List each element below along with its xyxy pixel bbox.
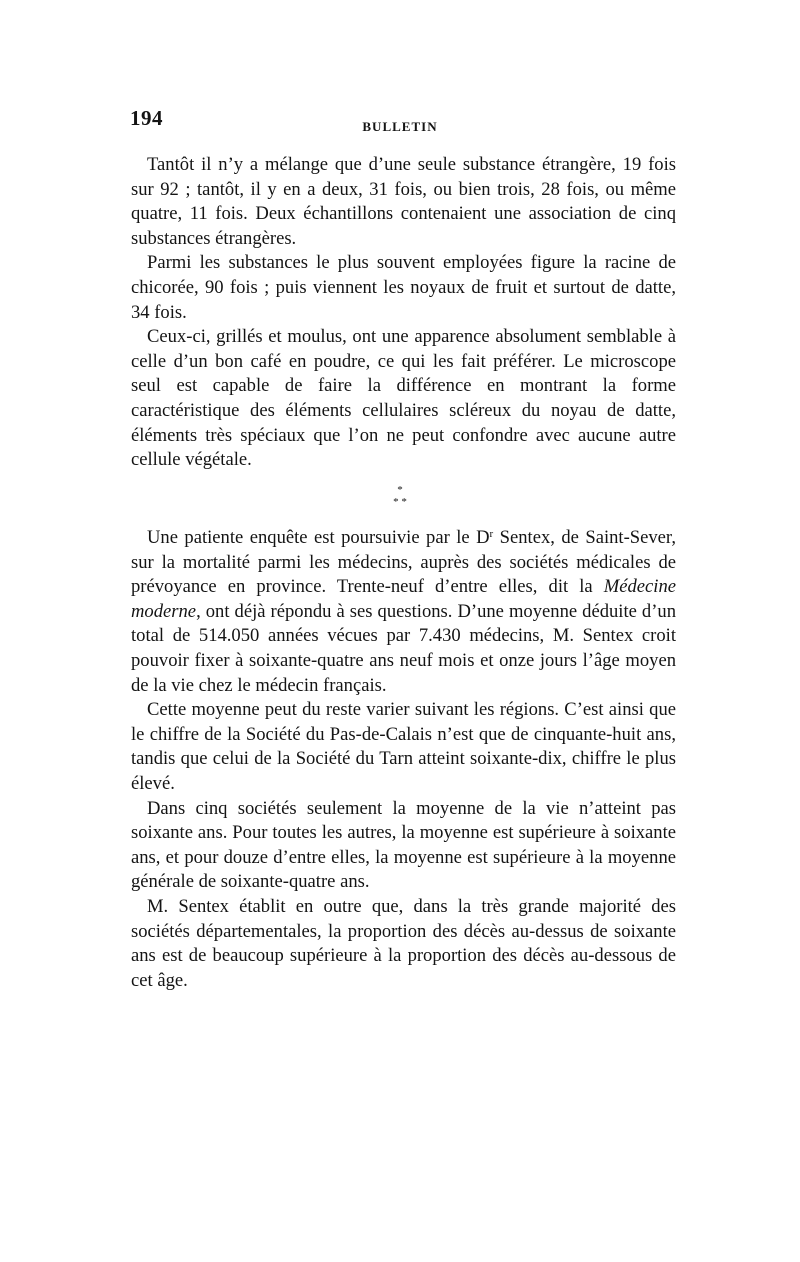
paragraph-text: , ont déjà répondu à ses questions. D’une moyenne déduite d’un total de 514.050 années vécues par 7.430 médecins, M. Sentex croit pouvoir fixer à soixante-quatre ans neuf mois et onze jours l’âge moyen de la vie chez le médecin français. bbox=[131, 600, 676, 696]
paragraph bbox=[131, 522, 676, 698]
paragraph: M. Sentex établit en outre que, dans la très grande majorité des sociétés départementales, la proportion des décès au-dessus de soixante ans est de beaucoup supérieure à la proportion des décès au-dessous de cet âge. bbox=[131, 895, 676, 991]
text-section-1 bbox=[131, 153, 676, 473]
paragraph: Dans cinq sociétés seulement la moyenne de la vie n’atteint pas soixante ans. Pour toutes les autres, la moyenne est supérieure à soixante ans, et pour douze d’entre elles, la moyenne est supérieure à la moyenne générale de soixante-quatre ans. bbox=[131, 797, 676, 893]
superscript: r bbox=[489, 528, 494, 540]
running-head: BULLETIN bbox=[362, 119, 438, 134]
paragraph: Cette moyenne peut du reste varier suivant les régions. C’est ainsi que le chiffre de la Société du Pas-de-Calais n’est que de cinquante-huit ans, tandis que celui de la Société du Tarn atteint soixante-dix, chiffre le plus élevé. bbox=[131, 699, 676, 794]
paragraph-text: Une patiente enquête est poursuivie par le D bbox=[147, 527, 490, 548]
journal-title: Médecine moderne bbox=[131, 576, 676, 622]
paragraph-text: Sentex, de Saint-Sever, sur la mortalité parmi les médecins, auprès des sociétés médicales de prévoyance en province. Trente-neuf d’entre elles, dit la bbox=[131, 527, 677, 598]
asterism-top: * bbox=[397, 484, 403, 496]
paragraph: Ceux-ci, grillés et moulus, ont une apparence absolument semblable à celle d’un bon café en poudre, ce qui les fait préférer. Le microscope seul est capable de faire la différence en montrant la forme caractéristique des éléments cellulaires scléreux du noyau de datte, éléments très spéciaux que l’on ne peut confondre avec aucune autre cellule végétale. bbox=[131, 326, 676, 471]
page-number: 194 bbox=[130, 106, 163, 130]
text-section-2 bbox=[131, 522, 676, 993]
asterism-bottom: * * bbox=[393, 496, 407, 508]
section-separator-asterism bbox=[0, 484, 800, 508]
paragraph: Tantôt il n’y a mélange que d’une seule substance étrangère, 19 fois sur 92 ; tantôt, il y en a deux, 31 fois, ou bien trois, 28 fois, ou même quatre, 11 fois. Deux échantillons contenaient une association de cinq substances étrangères. bbox=[131, 154, 676, 249]
paragraph: Parmi les substances le plus souvent employées figure la racine de chicorée, 90 fois ; puis viennent les noyaux de fruit et surtout de datte, 34 fois. bbox=[131, 252, 676, 323]
